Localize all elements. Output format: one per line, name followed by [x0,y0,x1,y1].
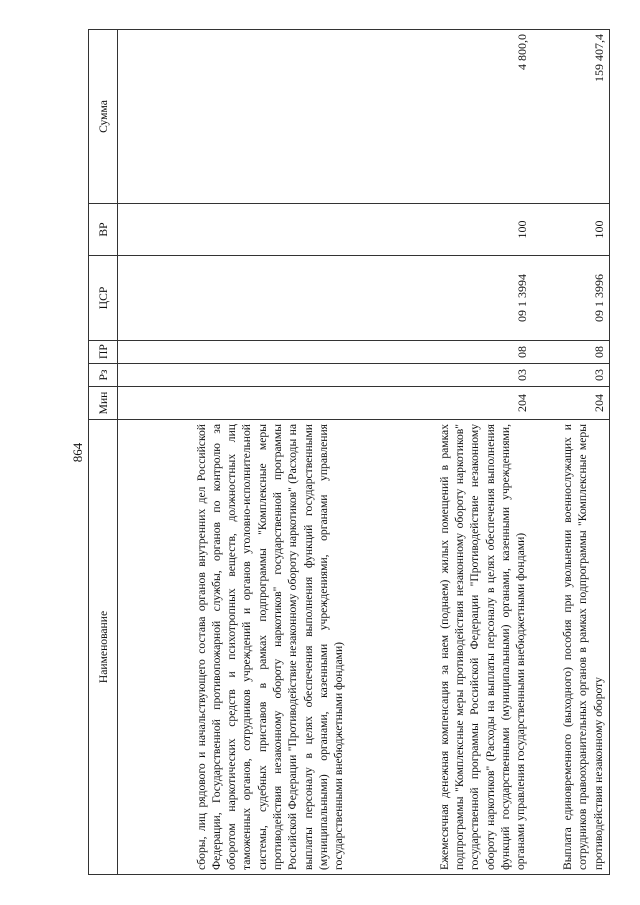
row-name: Ежемесячная денежная компенсация за наем (поднаем) жилых помещений в рамках подпрограммы "Комплексные меры противодействия незаконному обороту наркотиков" государственной программы Российской Федерации "Противодействие незаконному обороту наркотиков" (Расходы на выплаты персоналу в целях обеспечения выполнения функций государственными (муниципальными) органами, казенными учреждениями, органами управления государственными внебюджетными фондами) [350,420,532,875]
header-csr: ЦСР [89,256,118,341]
row-sum [118,30,350,204]
table-row [350,30,532,875]
row-min: 204 [350,387,532,420]
row-min [118,387,350,420]
page-number: 864 [70,442,85,463]
row-name: Выплата единовременного (выходного) пособия при увольнении военнослужащих и сотрудников правоохранительных органов в рамках подпрограммы "Комплексные меры противодействия незаконному обороту [532,420,610,875]
header-vr: ВР [89,204,118,256]
row-sum: 4 800,0 [350,30,532,204]
table-row [118,30,350,875]
row-vr [118,204,350,256]
row-pr [118,341,350,364]
rotated-page [70,30,610,875]
row-csr [118,256,350,341]
row-min: 204 [532,387,610,420]
row-rz [118,364,350,387]
row-csr: 09 1 3996 [532,256,610,341]
header-rz: Рз [89,364,118,387]
row-csr: 09 1 3994 [350,256,532,341]
table-row [532,30,610,875]
row-vr: 100 [350,204,532,256]
row-pr: 08 [532,341,610,364]
row-pr: 08 [350,341,532,364]
row-vr: 100 [532,204,610,256]
header-row [89,30,118,875]
row-sum: 159 407,4 [532,30,610,204]
row-rz: 03 [532,364,610,387]
header-name: Наименование [89,420,118,875]
header-min: Мин [89,387,118,420]
budget-table [88,29,610,875]
header-pr: ПР [89,341,118,364]
row-rz: 03 [350,364,532,387]
row-name: сборы, лиц рядового и начальствующего состава органов внутренних дел Российской Федерации, Государственной противопожарной службы, органов по контролю за оборотом наркотических средств и психотропных веществ, должностных лиц таможенных органов, сотрудников учреждений и органов уголовно-исполнительной системы, судебных приставов в рамках подпрограммы "Комплексные меры противодействия незаконному обороту наркотиков" государственной программы Российской Федерации "Противодействие незаконному обороту наркотиков" (Расходы на выплаты персоналу в целях обеспечения выполнения функций государственными (муниципальными) органами, казенными учреждениями, органами управления государственными внебюджетными фондами) [118,420,350,875]
header-sum: Сумма [89,30,118,204]
